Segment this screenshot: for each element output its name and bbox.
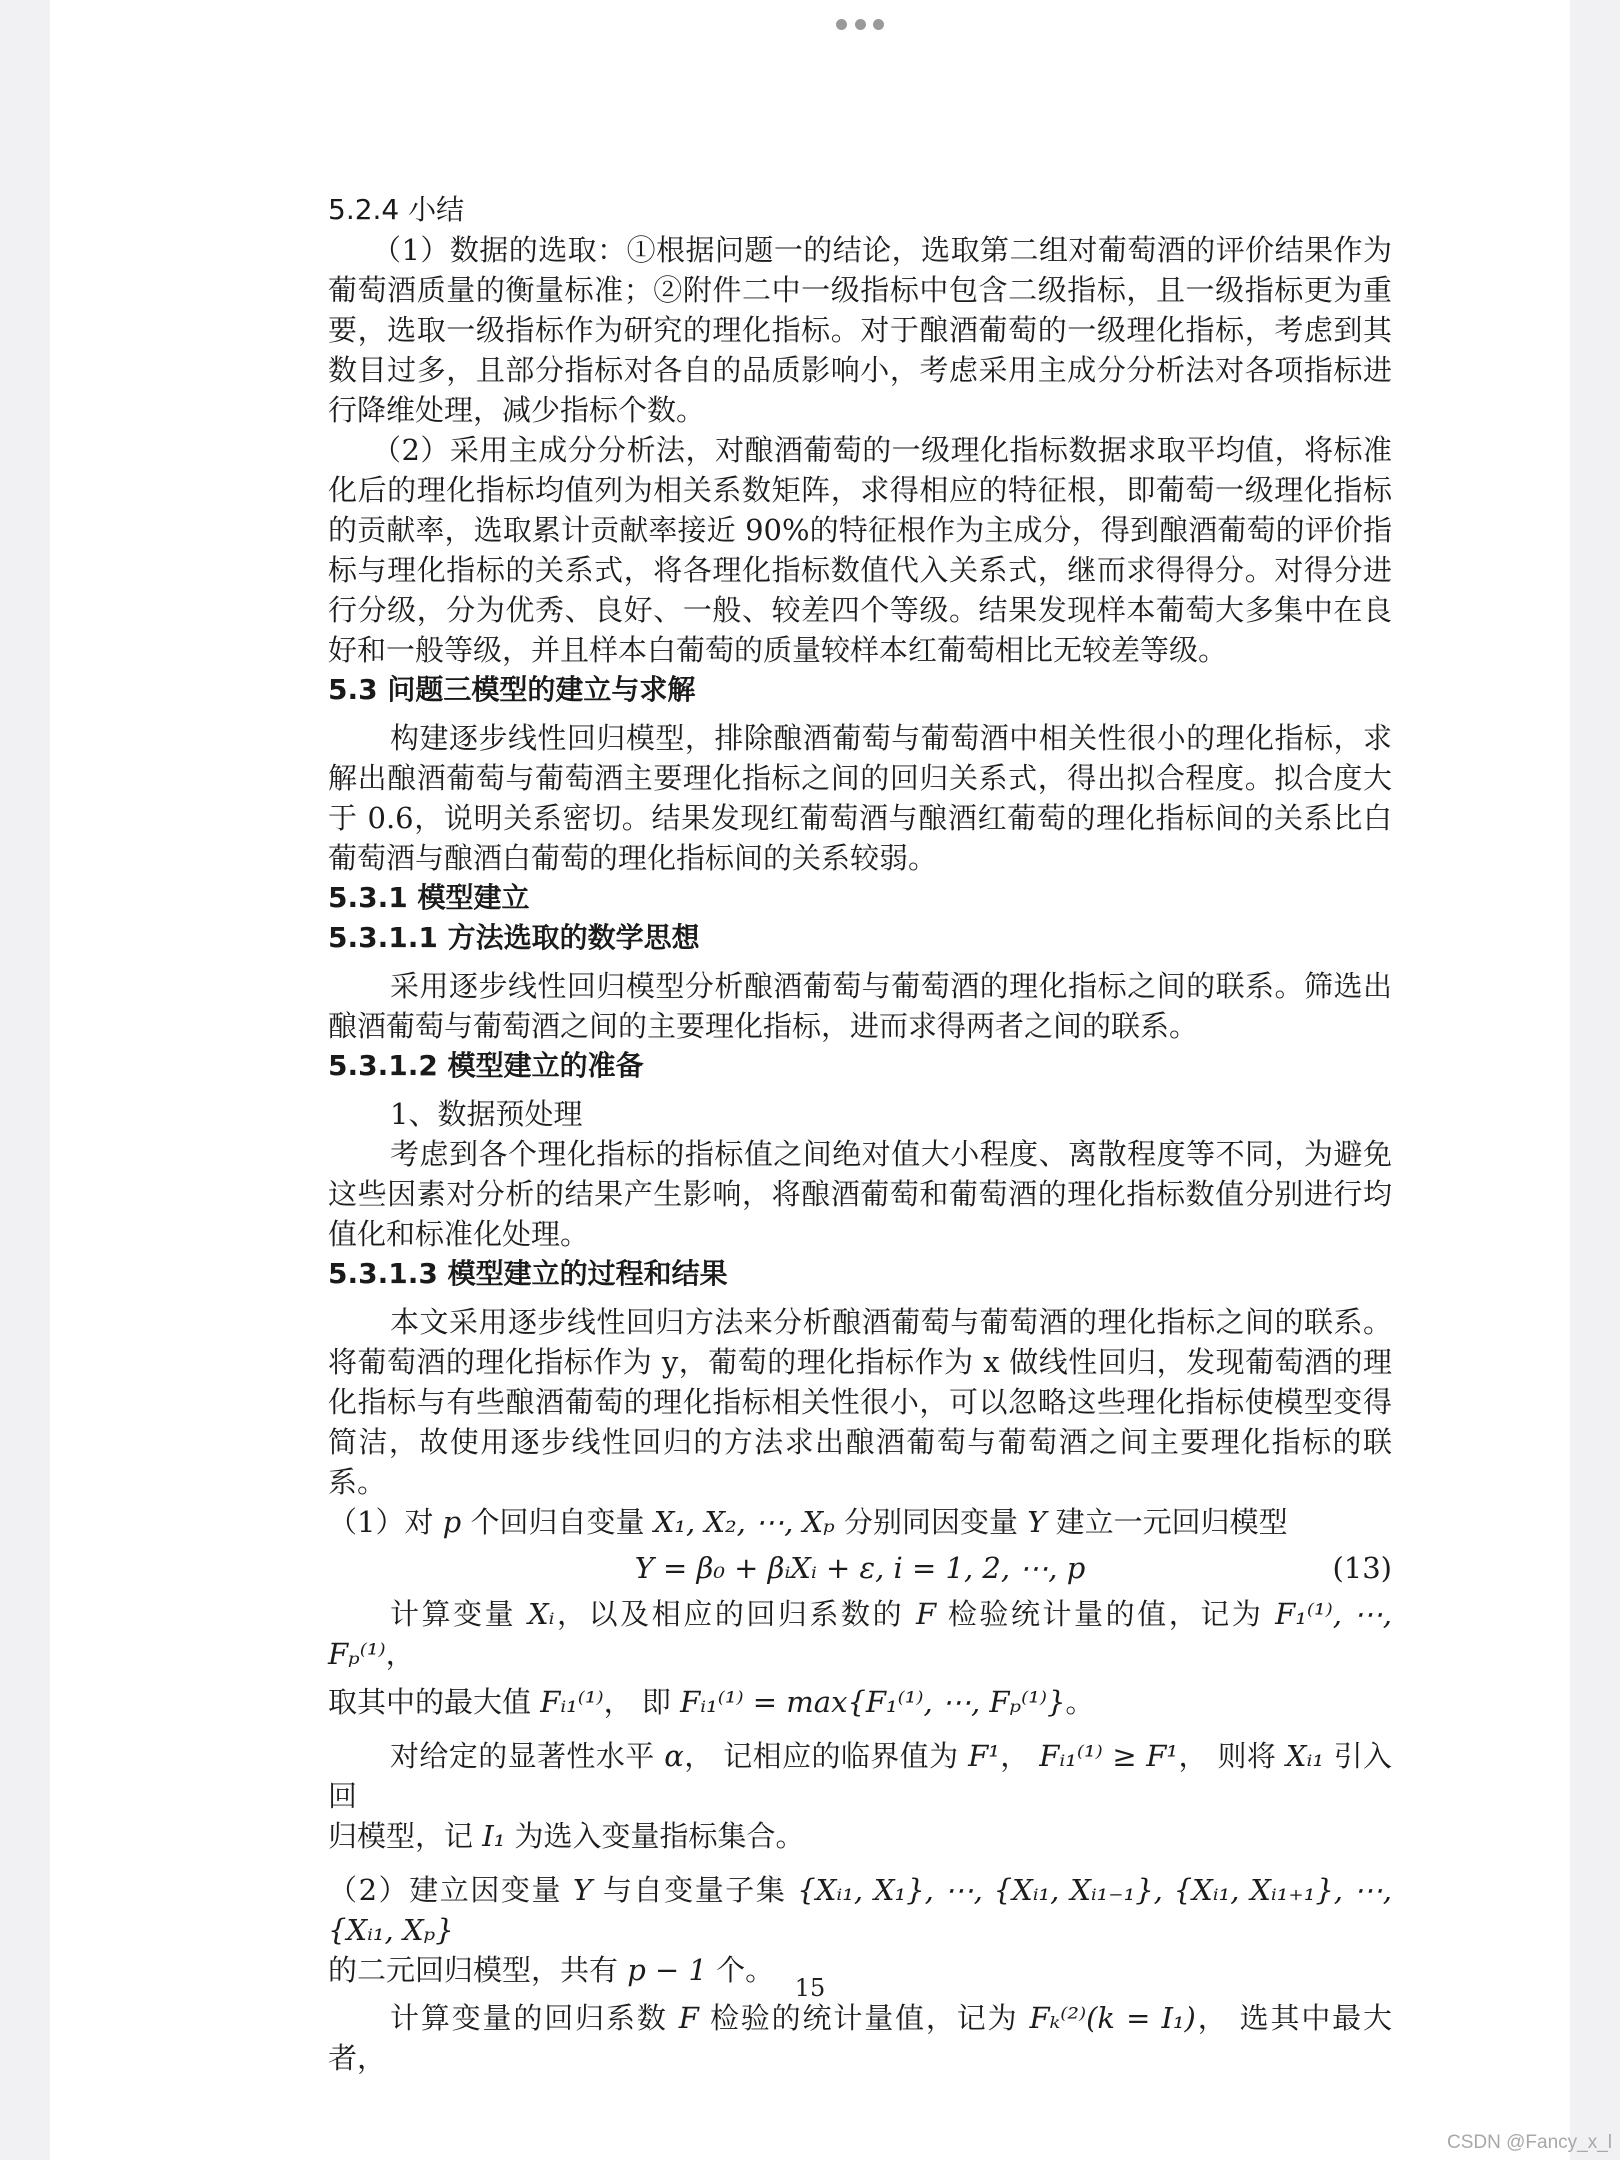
text: 。 xyxy=(1065,1685,1095,1719)
math-f-max: Fᵢ₁⁽¹⁾ xyxy=(540,1685,604,1719)
math-variables: X₁, X₂, ⋯, Xₚ xyxy=(653,1505,835,1539)
step-1-line xyxy=(328,1502,1392,1542)
math-f-values: F₁⁽¹⁾, ⋯, Fₚ⁽¹⁾ xyxy=(328,1597,1393,1671)
text: 为选入变量指标集合。 xyxy=(505,1819,805,1853)
paragraph-5-3-1-1: 采用逐步线性回归模型分析酿酒葡萄与葡萄酒的理化指标之间的联系。筛选出酿酒葡萄与葡萄酒之间的主要理化指标，进而求得两者之间的联系。 xyxy=(328,969,1392,1043)
math-alpha: α xyxy=(664,1739,684,1773)
math-xi: Xᵢ xyxy=(528,1597,555,1631)
text: （1）对 xyxy=(328,1505,443,1539)
page-content xyxy=(328,190,1392,2078)
text: ， 选其中最大者， xyxy=(328,2001,1393,2075)
section-5-3-1-heading: 5.3.1 模型建立 xyxy=(328,881,530,914)
section-5-3-1-2-heading: 5.3.1.2 模型建立的准备 xyxy=(328,1049,644,1082)
text: 检验统计量的值，记为 xyxy=(936,1597,1276,1631)
text: 与自变量子集 xyxy=(592,1873,798,1907)
paragraph-5-2-4-1: （1）数据的选取：①根据问题一的结论，选取第二组对葡萄酒的评价结果作为葡萄酒质量的衡量标准；②附件二中一级指标中包含二级指标，且一级指标更为重要，选取一级指标作为研究的理化指标。对于酿酒葡萄的一级理化指标，考虑到其数目过多，且部分指标对各自的品质影响小，考虑采用主成分分析法对各项指标进行降维处理，减少指标个数。 xyxy=(328,233,1392,427)
calc-1-line-2 xyxy=(328,1682,1392,1722)
math-y: Y xyxy=(1027,1505,1047,1539)
math-fk: Fₖ⁽²⁾(k = I₁) xyxy=(1029,2001,1196,2035)
text: ，以及相应的回归系数的 xyxy=(554,1597,916,1631)
section-5-3-heading: 5.3 问题三模型的建立与求解 xyxy=(328,673,696,706)
text: ， 则将 xyxy=(1178,1739,1286,1773)
text: 引入回 xyxy=(328,1739,1393,1813)
math-count: p − 1 xyxy=(627,1953,707,1987)
subheading-data-preprocessing: 1、数据预处理 xyxy=(390,1097,583,1131)
math-f: F xyxy=(678,2001,699,2035)
step-2-line xyxy=(328,1870,1392,1990)
watermark: CSDN @Fancy_x_l xyxy=(1447,2132,1612,2153)
text: 个。 xyxy=(706,1953,775,1987)
text: ， xyxy=(385,1637,415,1671)
dot xyxy=(855,19,866,30)
paragraph-5-2-4-2: （2）采用主成分分析法，对酿酒葡萄的一级理化指标数据求取平均值，将标准化后的理化指标均值列为相关系数矩阵，求得相应的特征根，即葡萄一级理化指标的贡献率，选取累计贡献率接近 90%的特征根作为主成分，得到酿酒葡萄的评价指标与理化指标的关系式，将各理化指标数值代入关系式，继而求得得分。对得分进行分级，分为优秀、良好、一般、较差四个等级。结果发现样本葡萄大多集中在良好和一般等级，并且样本白葡萄的质量较样本红葡萄相比无较差等级。 xyxy=(328,433,1392,667)
page-number: 15 xyxy=(794,1974,826,2002)
calc-1-line-1 xyxy=(328,1594,1392,1674)
section-5-2-4-heading: 5.2.4 小结 xyxy=(328,193,465,226)
text: ， xyxy=(999,1739,1040,1773)
paragraph-5-3: 构建逐步线性回归模型，排除酿酒葡萄与葡萄酒中相关性很小的理化指标，求解出酿酒葡萄与葡萄酒主要理化指标之间的回归关系式，得出拟合程度。拟合度大于 0.6，说明关系密切。结果发现红葡萄酒与酿酒红葡萄的理化指标间的关系比白葡萄酒与酿酒白葡萄的理化指标间的关系较弱。 xyxy=(328,721,1392,875)
text: ， 即 xyxy=(603,1685,681,1719)
text: 取其中的最大值 xyxy=(328,1685,541,1719)
math-condition: Fᵢ₁⁽¹⁾ ≥ F¹ xyxy=(1039,1739,1179,1773)
text: 对给定的显著性水平 xyxy=(390,1739,665,1773)
text: 建立一元回归模型 xyxy=(1046,1505,1288,1539)
text: 计算变量 xyxy=(390,1597,528,1631)
section-5-3-1-1-heading: 5.3.1.1 方法选取的数学思想 xyxy=(328,921,700,954)
dot xyxy=(873,19,884,30)
dot xyxy=(836,19,847,30)
math-subsets: {Xᵢ₁, X₁}, ⋯, {Xᵢ₁, Xᵢ₁₋₁}, {Xᵢ₁, Xᵢ₁₊₁}, ⋯, {Xᵢ₁, Xₚ} xyxy=(328,1873,1393,1947)
text: 的二元回归模型，共有 xyxy=(328,1953,628,1987)
text: 检验的统计量值，记为 xyxy=(698,2001,1030,2035)
math-p: p xyxy=(442,1505,462,1539)
math-y: Y xyxy=(572,1873,593,1907)
paragraph-5-3-1-2: 考虑到各个理化指标的指标值之间绝对值大小程度、离散程度等不同，为避免这些因素对分析的结果产生影响，将酿酒葡萄和葡萄酒的理化指标数值分别进行均值化和标准化处理。 xyxy=(328,1137,1392,1251)
alpha-line xyxy=(328,1736,1392,1856)
math-f: F xyxy=(915,1597,937,1631)
math-critical-value: F¹ xyxy=(968,1739,1000,1773)
text: 归模型，记 xyxy=(328,1819,483,1853)
text: ， 记相应的临界值为 xyxy=(683,1739,969,1773)
equation-number: (13) xyxy=(1332,1551,1392,1585)
text: 分别同因变量 xyxy=(834,1505,1028,1539)
paragraph-5-3-1-3: 本文采用逐步线性回归方法来分析酿酒葡萄与葡萄酒的理化指标之间的联系。将葡萄酒的理化指标作为 y，葡萄的理化指标作为 x 做线性回归，发现葡萄酒的理化指标与有些酿酒葡萄的理化指标相关性很小，可以忽略这些理化指标使模型变得简洁，故使用逐步线性回归的方法求出酿酒葡萄与葡萄酒之间主要理化指标的联系。 xyxy=(328,1305,1392,1499)
calc-2-line xyxy=(328,1998,1392,2078)
more-horizontal-icon[interactable] xyxy=(836,16,884,32)
text: 计算变量的回归系数 xyxy=(390,2001,679,2035)
formula-expression: Y = β₀ + βᵢXᵢ + ε, i = 1, 2, ⋯, p xyxy=(634,1551,1086,1585)
section-5-3-1-3-heading: 5.3.1.3 模型建立的过程和结果 xyxy=(328,1257,728,1290)
math-i1: I₁ xyxy=(482,1819,506,1853)
document-page xyxy=(50,0,1570,2160)
formula-13 xyxy=(328,1546,1392,1590)
text: 个回归自变量 xyxy=(461,1505,654,1539)
math-max-expression: Fᵢ₁⁽¹⁾ = max{F₁⁽¹⁾, ⋯, Fₚ⁽¹⁾} xyxy=(680,1685,1066,1719)
math-xi1: Xᵢ₁ xyxy=(1285,1739,1325,1773)
text: （2）建立因变量 xyxy=(328,1873,573,1907)
